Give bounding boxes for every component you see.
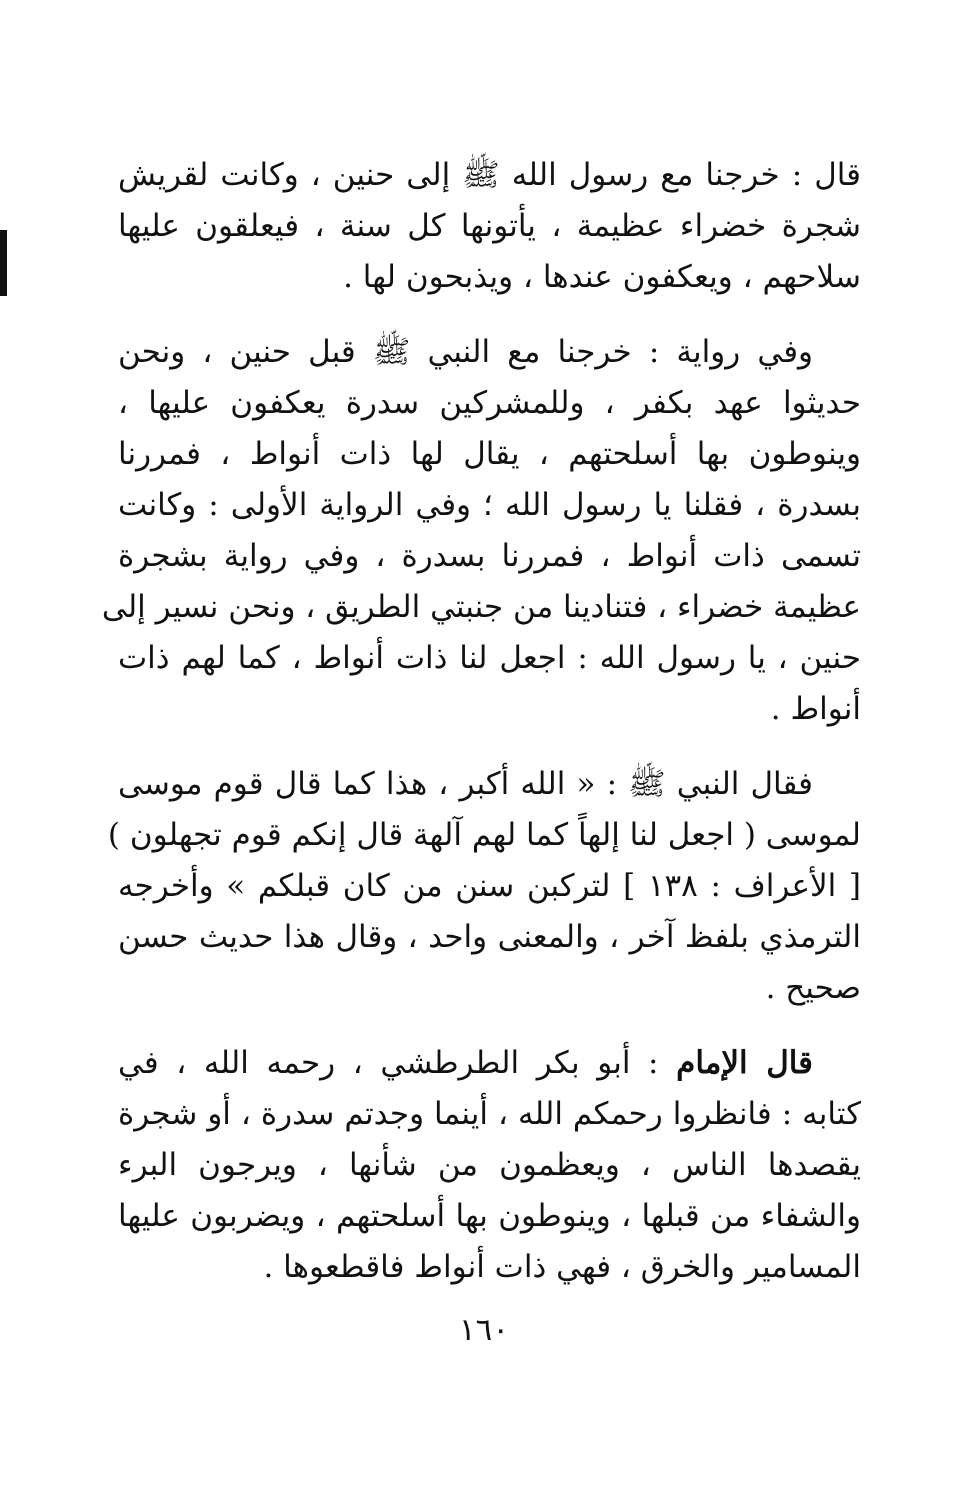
paragraph-2 (101, 327, 861, 735)
text-line: بسدرة ، فقلنا يا رسول الله ؛ وفي الرواية الأولى : وكانت (118, 487, 861, 523)
bold-lead: قال الإمام (676, 1045, 814, 1081)
text-line: يقصدها الناس ، ويعظمون من شأنها ، ويرجون البرء (118, 1147, 861, 1183)
text-line: سلاحهم ، ويعكفون عندها ، ويذبحون لها . (343, 259, 861, 295)
text-line-rest: : أبو بكر الطرطشي ، رحمه الله ، في (118, 1045, 677, 1081)
text-line: كتابه : فانظروا رحمكم الله ، أينما وجدتم سدرة ، أو شجرة (118, 1096, 861, 1132)
page-number: ١٦٠ (459, 1312, 509, 1348)
paragraph-4 (118, 1038, 861, 1293)
text-line: لموسى ( اجعل لنا إلهاً كما لهم آلهة قال إنكم قوم تجهلون ) (107, 817, 861, 853)
text-line: وفي رواية : خرجنا مع النبي ﷺ قبل حنين ، ونحن (118, 334, 813, 370)
page-body (101, 150, 861, 1317)
text-line: شجرة خضراء عظيمة ، يأتونها كل سنة ، فيعلقون عليها (118, 208, 861, 244)
text-line: قال : خرجنا مع رسول الله ﷺ إلى حنين ، وكانت لقريش (118, 157, 861, 193)
text-line: عظيمة خضراء ، فتنادينا من جنبتي الطريق ، ونحن نسير إلى (101, 589, 861, 625)
text-line: والشفاء من قبلها ، وينوطون بها أسلحتهم ، ويضربون عليها (118, 1198, 861, 1234)
text-line: أنواط . (770, 691, 861, 727)
text-line: وينوطون بها أسلحتهم ، يقال لها ذات أنواط ، فمررنا (118, 436, 861, 472)
margin-mark (0, 230, 7, 296)
text-line: حديثوا عهد بكفر ، وللمشركين سدرة يعكفون عليها ، (118, 385, 861, 421)
text-line: المسامير والخرق ، فهي ذات أنواط فاقطعوها . (263, 1249, 861, 1285)
text-line: صحيح . (765, 970, 861, 1006)
text-line: فقال النبي ﷺ : « الله أكبر ، هذا كما قال قوم موسى (118, 766, 813, 802)
paragraph-1 (118, 150, 861, 303)
paragraph-3 (107, 759, 861, 1014)
text-line (118, 1038, 861, 1089)
text-line: [ الأعراف : ١٣٨ ] لتركبن سنن من كان قبلكم » وأخرجه (118, 868, 861, 904)
text-line: تسمى ذات أنواط ، فمررنا بسدرة ، وفي رواية بشجرة (118, 538, 861, 574)
text-line: حنين ، يا رسول الله : اجعل لنا ذات أنواط ، كما لهم ذات (118, 640, 861, 676)
text-line: الترمذي بلفظ آخر ، والمعنى واحد ، وقال هذا حديث حسن (118, 919, 861, 955)
